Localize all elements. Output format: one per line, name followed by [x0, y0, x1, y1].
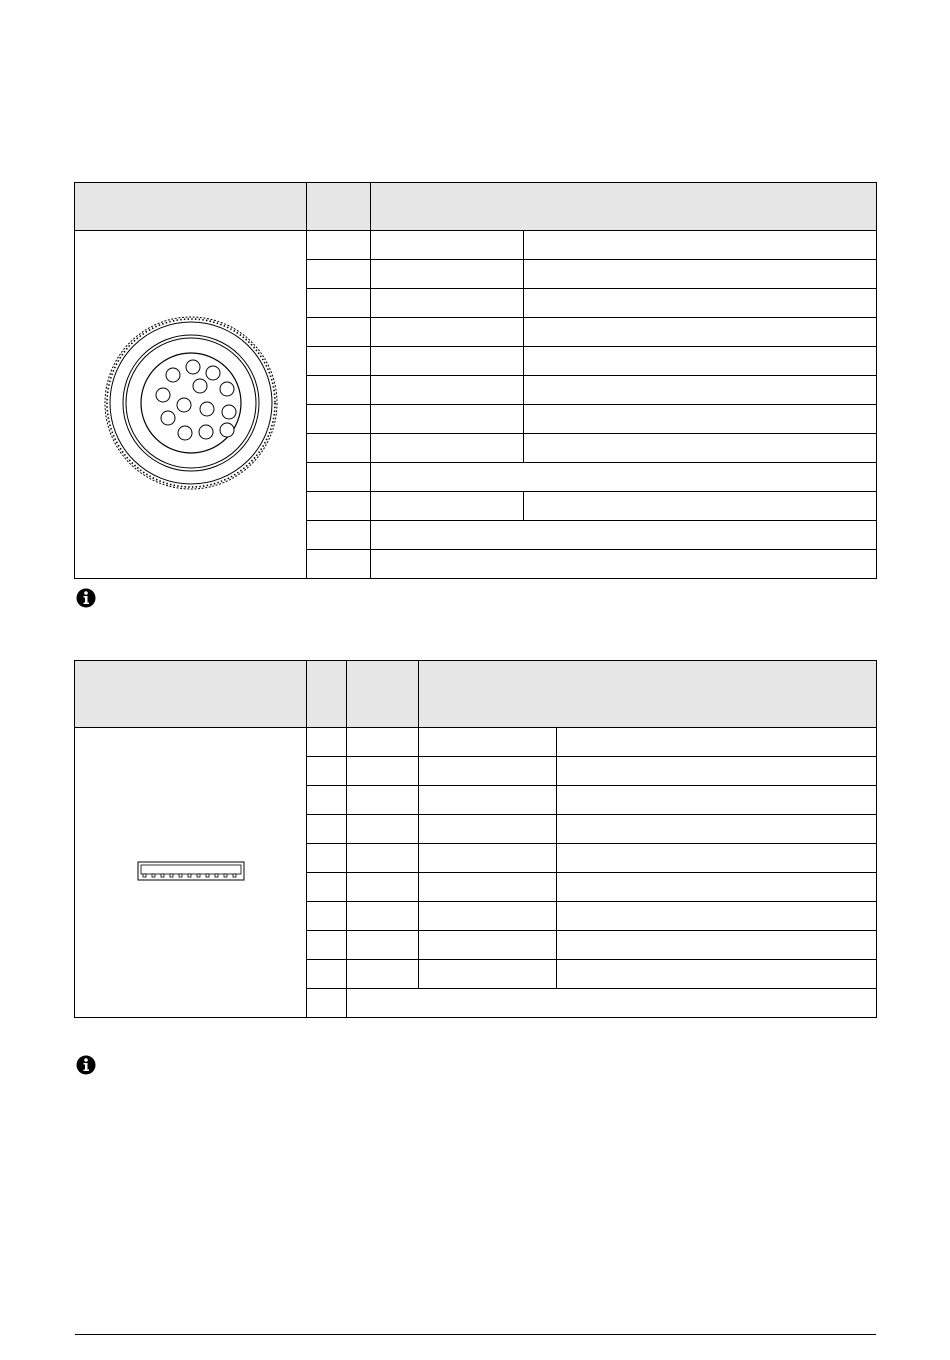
- pin-number: [307, 786, 347, 815]
- pin-signal: [419, 728, 557, 757]
- pin-signal: [371, 434, 524, 463]
- pin-description: [524, 318, 877, 347]
- pin-signal: [419, 786, 557, 815]
- pin-description: [524, 434, 877, 463]
- pin-signal: [371, 376, 524, 405]
- pin-number: [307, 728, 347, 757]
- pin-wire: [347, 902, 419, 931]
- pin-signal: [419, 873, 557, 902]
- pin-description: [524, 492, 877, 521]
- pin-number: [307, 902, 347, 931]
- pin-wire: [347, 728, 419, 757]
- pin-signal: [371, 260, 524, 289]
- pin-description: [557, 902, 877, 931]
- pin-wire: [347, 873, 419, 902]
- pin-signal: [419, 960, 557, 989]
- pin-description: [557, 786, 877, 815]
- pin-signal: [371, 318, 524, 347]
- pin-wire: [347, 844, 419, 873]
- pin-wire: [347, 815, 419, 844]
- pin-number: [307, 757, 347, 786]
- pin-description: [557, 960, 877, 989]
- pin-number: [307, 521, 371, 550]
- pin-wire: [347, 786, 419, 815]
- pin-number: [307, 289, 371, 318]
- pinout-table-header: [74, 660, 877, 1018]
- header-signal-column: [371, 183, 877, 231]
- pin-description: [524, 405, 877, 434]
- pin-description: [557, 815, 877, 844]
- pin-number: [307, 260, 371, 289]
- pin-wire: [347, 960, 419, 989]
- pin-description: [524, 231, 877, 260]
- pin-signal: [419, 815, 557, 844]
- header-signal-column: [419, 661, 877, 728]
- pin-wire: [347, 931, 419, 960]
- pin-signal: [371, 405, 524, 434]
- pin-number: [307, 989, 347, 1018]
- pin-signal: [371, 231, 524, 260]
- pin-wire: [347, 757, 419, 786]
- pin-description: [557, 728, 877, 757]
- pin-number: [307, 376, 371, 405]
- pin-number: [307, 931, 347, 960]
- pin-description: [524, 260, 877, 289]
- pin-description: [557, 873, 877, 902]
- pin-number: [307, 347, 371, 376]
- pin-signal: [419, 757, 557, 786]
- pin-description: [557, 931, 877, 960]
- pin-number: [307, 434, 371, 463]
- pin-description: [524, 347, 877, 376]
- pin-signal: [419, 931, 557, 960]
- header-wire-column: [347, 661, 419, 728]
- pin-description: [524, 376, 877, 405]
- pin-merged-description: [371, 550, 877, 579]
- connector-image-cell: [75, 728, 307, 1018]
- pin-description: [557, 844, 877, 873]
- pin-description: [524, 289, 877, 318]
- pin-number: [307, 873, 347, 902]
- pin-signal: [371, 347, 524, 376]
- pin-signal: [371, 492, 524, 521]
- pin-number: [307, 960, 347, 989]
- pin-number: [307, 815, 347, 844]
- pin-number: [307, 231, 371, 260]
- header-connector-icon: [136, 858, 246, 884]
- info-icon: [76, 588, 96, 608]
- header-image-column: [75, 661, 307, 728]
- header-pin-column: [307, 661, 347, 728]
- pin-number: [307, 318, 371, 347]
- header-image-column: [75, 183, 307, 231]
- circular-connector-icon: [101, 313, 281, 493]
- pin-signal: [419, 902, 557, 931]
- header-pin-column: [307, 183, 371, 231]
- pin-merged-description: [371, 463, 877, 492]
- pin-signal: [371, 289, 524, 318]
- pin-number: [307, 463, 371, 492]
- pin-signal: [419, 844, 557, 873]
- pinout-table-circular: [74, 182, 877, 579]
- pin-number: [307, 550, 371, 579]
- footer-divider: [75, 1334, 876, 1335]
- pin-number: [307, 844, 347, 873]
- pin-merged-description: [347, 989, 877, 1018]
- pin-number: [307, 492, 371, 521]
- connector-image-cell: [75, 231, 307, 579]
- pin-number: [307, 405, 371, 434]
- pin-merged-description: [371, 521, 877, 550]
- pin-description: [557, 757, 877, 786]
- info-icon: [76, 1055, 96, 1075]
